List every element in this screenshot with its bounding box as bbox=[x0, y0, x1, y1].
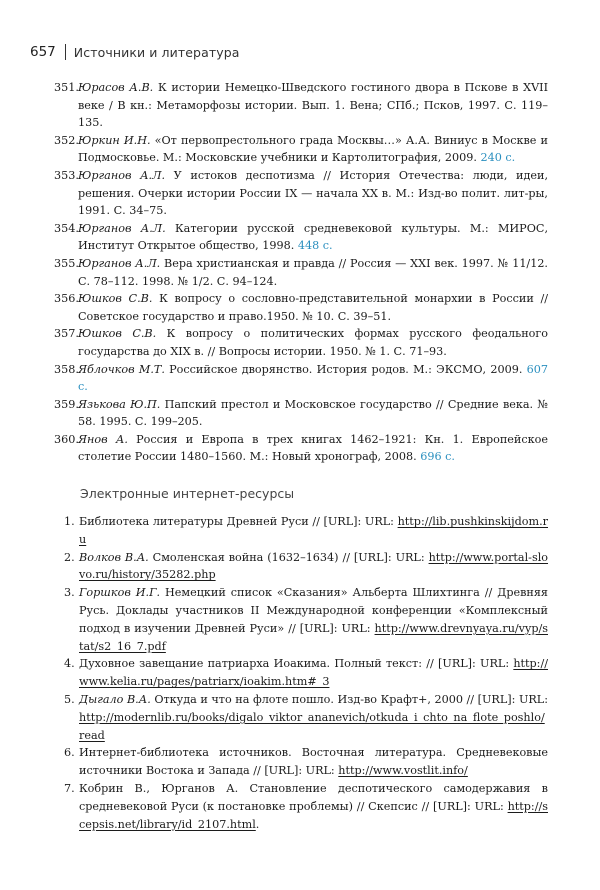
bib-entry bbox=[54, 79, 548, 132]
electronic-resources-list bbox=[64, 513, 548, 833]
electronic-resources-heading: Электронные интернет-ресурсы bbox=[80, 486, 295, 501]
resource-number: 3. bbox=[64, 586, 75, 600]
bib-entry bbox=[54, 431, 548, 466]
bib-entry-number: 351. bbox=[54, 81, 79, 94]
bib-entry-number: 354. bbox=[54, 221, 79, 235]
bib-entry-text: У истоков деспотизма // История Отечества: люди, идеи, решения. Очерки истории России IX — начала XX в. М.: Изд-во полит. лит-ры, 1991. С. 34–75. bbox=[78, 168, 548, 218]
resource-entry bbox=[64, 780, 548, 833]
bib-entry-pages[interactable]: 240 с. bbox=[480, 151, 516, 165]
bib-entry-author: Янов А. bbox=[78, 432, 128, 446]
resource-entry bbox=[64, 691, 548, 744]
page-number: 657 bbox=[30, 44, 56, 60]
resource-number: 5. bbox=[64, 692, 75, 706]
resource-text: Смоленская война (1632–1634) // [URL]: URL: bbox=[148, 550, 429, 564]
bib-entry bbox=[54, 361, 548, 396]
bibliography-list bbox=[54, 79, 548, 466]
resource-entry bbox=[64, 584, 548, 655]
bib-entry bbox=[54, 325, 548, 360]
resource-entry bbox=[64, 744, 548, 780]
bib-entry-text: К вопросу о сословно-представительной монархии в России // Советское государство и право.1950. № 10. С. 39–51. bbox=[78, 292, 548, 323]
resource-number: 7. bbox=[64, 781, 75, 795]
resource-number: 2. bbox=[64, 550, 75, 564]
resource-text: Откуда и что на флоте пошло. Изд-во Крафт+, 2000 // [URL]: URL: bbox=[150, 692, 549, 706]
bib-entry-author: Юрганов А.Л. bbox=[78, 168, 166, 182]
header-title: Источники и литература bbox=[73, 44, 240, 60]
bib-entry-author: Юшков С.В. bbox=[78, 292, 153, 306]
resource-entry bbox=[64, 513, 548, 549]
bib-entry-author: Яблочков М.Т. bbox=[78, 362, 165, 376]
bib-entry-number: 358. bbox=[54, 362, 79, 376]
resource-url-link[interactable]: http://scepsis.net/library/id_2107.html bbox=[79, 799, 548, 831]
bib-entry-number: 357. bbox=[54, 327, 79, 341]
bib-entry-text: Категории русской средневековой культуры. М.: МИРОС, Институт Открытое общество, 1998. bbox=[78, 221, 549, 253]
bib-entry-number: 353. bbox=[54, 168, 79, 182]
bib-entry-number: 360. bbox=[54, 432, 79, 446]
bib-entry-text: К вопросу о политических формах русского феодального государства до XIX в. // Вопросы истории. 1950. № 1. С. 71–93. bbox=[78, 327, 548, 358]
resource-url-link[interactable]: http://www.drevnyaya.ru/vyp/stat/s2_16_7.pdf bbox=[79, 621, 548, 653]
bib-entry-number: 352. bbox=[54, 133, 79, 147]
bib-entry-number: 355. bbox=[54, 256, 79, 270]
resource-url-link[interactable]: http://www.vostlit.info/ bbox=[338, 764, 468, 778]
bib-entry-author: Юшков С.В. bbox=[78, 327, 157, 341]
bib-entry bbox=[54, 396, 548, 431]
resource-text: Духовное завещание патриарха Иоакима. Полный текст: // [URL]: URL: bbox=[79, 657, 514, 671]
bib-entry-author: Язькова Ю.П. bbox=[78, 397, 161, 411]
bib-entry-text: Вера христианская и правда // Россия — XXI век. 1997. № 11/12. С. 78–112. 1998. № 1/2. С. 94–124. bbox=[78, 256, 548, 288]
bib-entry-pages[interactable]: 448 с. bbox=[297, 239, 333, 253]
bib-entry bbox=[54, 290, 548, 325]
bib-entry bbox=[54, 255, 548, 290]
bib-entry-text: К истории Немецко-Шведского гостиного двора в Пскове в XVII веке / В кн.: Метаморфозы истории. Вып. 1. Вена; СПб.; Псков, 1997. С. 119–135. bbox=[78, 81, 549, 130]
resource-text: Интернет-библиотека источников. Восточная литература. Средневековые источники Востока и Запада // [URL]: URL: bbox=[79, 746, 548, 778]
resource-url-link[interactable]: http://www.portal-slovo.ru/history/35282.php bbox=[79, 550, 549, 582]
resource-text: Кобрин В., Юрганов А. Становление деспотического самодержавия в средневековой Руси (к постановке проблемы) // Скепсис // [URL]: URL: bbox=[79, 781, 548, 813]
resource-url-link[interactable]: http://modernlib.ru/books/digalo_viktor_ananevich/otkuda_i_chto_na_flote_poshlo/read bbox=[79, 710, 545, 742]
bib-entry-author: Юрганов А.Л. bbox=[78, 256, 161, 270]
bib-entry-number: 356. bbox=[54, 292, 79, 306]
bib-entry-author: Юркин И.Н. bbox=[78, 133, 151, 147]
bib-entry-text: Российское дворянство. История родов. М.: ЭКСМО, 2009. bbox=[164, 362, 527, 376]
bib-entry-pages[interactable]: 696 с. bbox=[420, 450, 455, 464]
resource-author: Дыгало В.А. bbox=[79, 692, 151, 706]
bib-entry-text: «От первопрестольного града Москвы…» А.А. Виниус в Москве и Подмосковье. М.: Московские учебники и Картолитография, 2009. bbox=[78, 133, 549, 165]
bib-entry bbox=[54, 167, 548, 220]
bib-entry-text: Папский престол и Московское государство // Средние века. № 58. 1995. С. 199–205. bbox=[78, 397, 548, 429]
bib-entry-author: Юрасов А.В. bbox=[78, 81, 154, 94]
resource-number: 4. bbox=[64, 657, 75, 671]
bib-entry bbox=[54, 132, 548, 167]
resource-author: Горшков И.Г. bbox=[79, 586, 161, 600]
resource-text: Немецкий список «Сказания» Альберта Шлихтинга // Древняя Русь. Доклады участников II Международной конференции «Комплексный подход в изучении Древней Руси» // [URL]: URL: bbox=[79, 586, 548, 635]
resource-number: 6. bbox=[64, 746, 75, 760]
bib-entry-text: Россия и Европа в трех книгах 1462–1921: Кн. 1. Европейское столетие России 1480–1560. М.: Новый хронограф, 2008. bbox=[78, 432, 548, 464]
header-divider bbox=[65, 44, 66, 60]
bib-entry-pages[interactable]: 607 с. bbox=[78, 362, 548, 394]
resource-entry bbox=[64, 655, 548, 691]
resource-author: Волков В.А. bbox=[79, 550, 149, 564]
resource-entry bbox=[64, 549, 548, 585]
resource-url-link[interactable]: http://lib.pushkinskijdom.ru bbox=[79, 515, 548, 546]
resource-number: 1. bbox=[64, 515, 75, 528]
bib-entry-number: 359. bbox=[54, 397, 79, 411]
resource-tail: . bbox=[255, 817, 260, 831]
resource-text: Библиотека литературы Древней Руси // [URL]: URL: bbox=[79, 515, 398, 528]
resource-url-link[interactable]: http://www.kelia.ru/pages/patriarx/ioakim.htm#_3 bbox=[79, 657, 548, 689]
running-header bbox=[30, 44, 240, 60]
bib-entry bbox=[54, 220, 548, 255]
bib-entry-author: Юрганов А.Л. bbox=[78, 221, 166, 235]
